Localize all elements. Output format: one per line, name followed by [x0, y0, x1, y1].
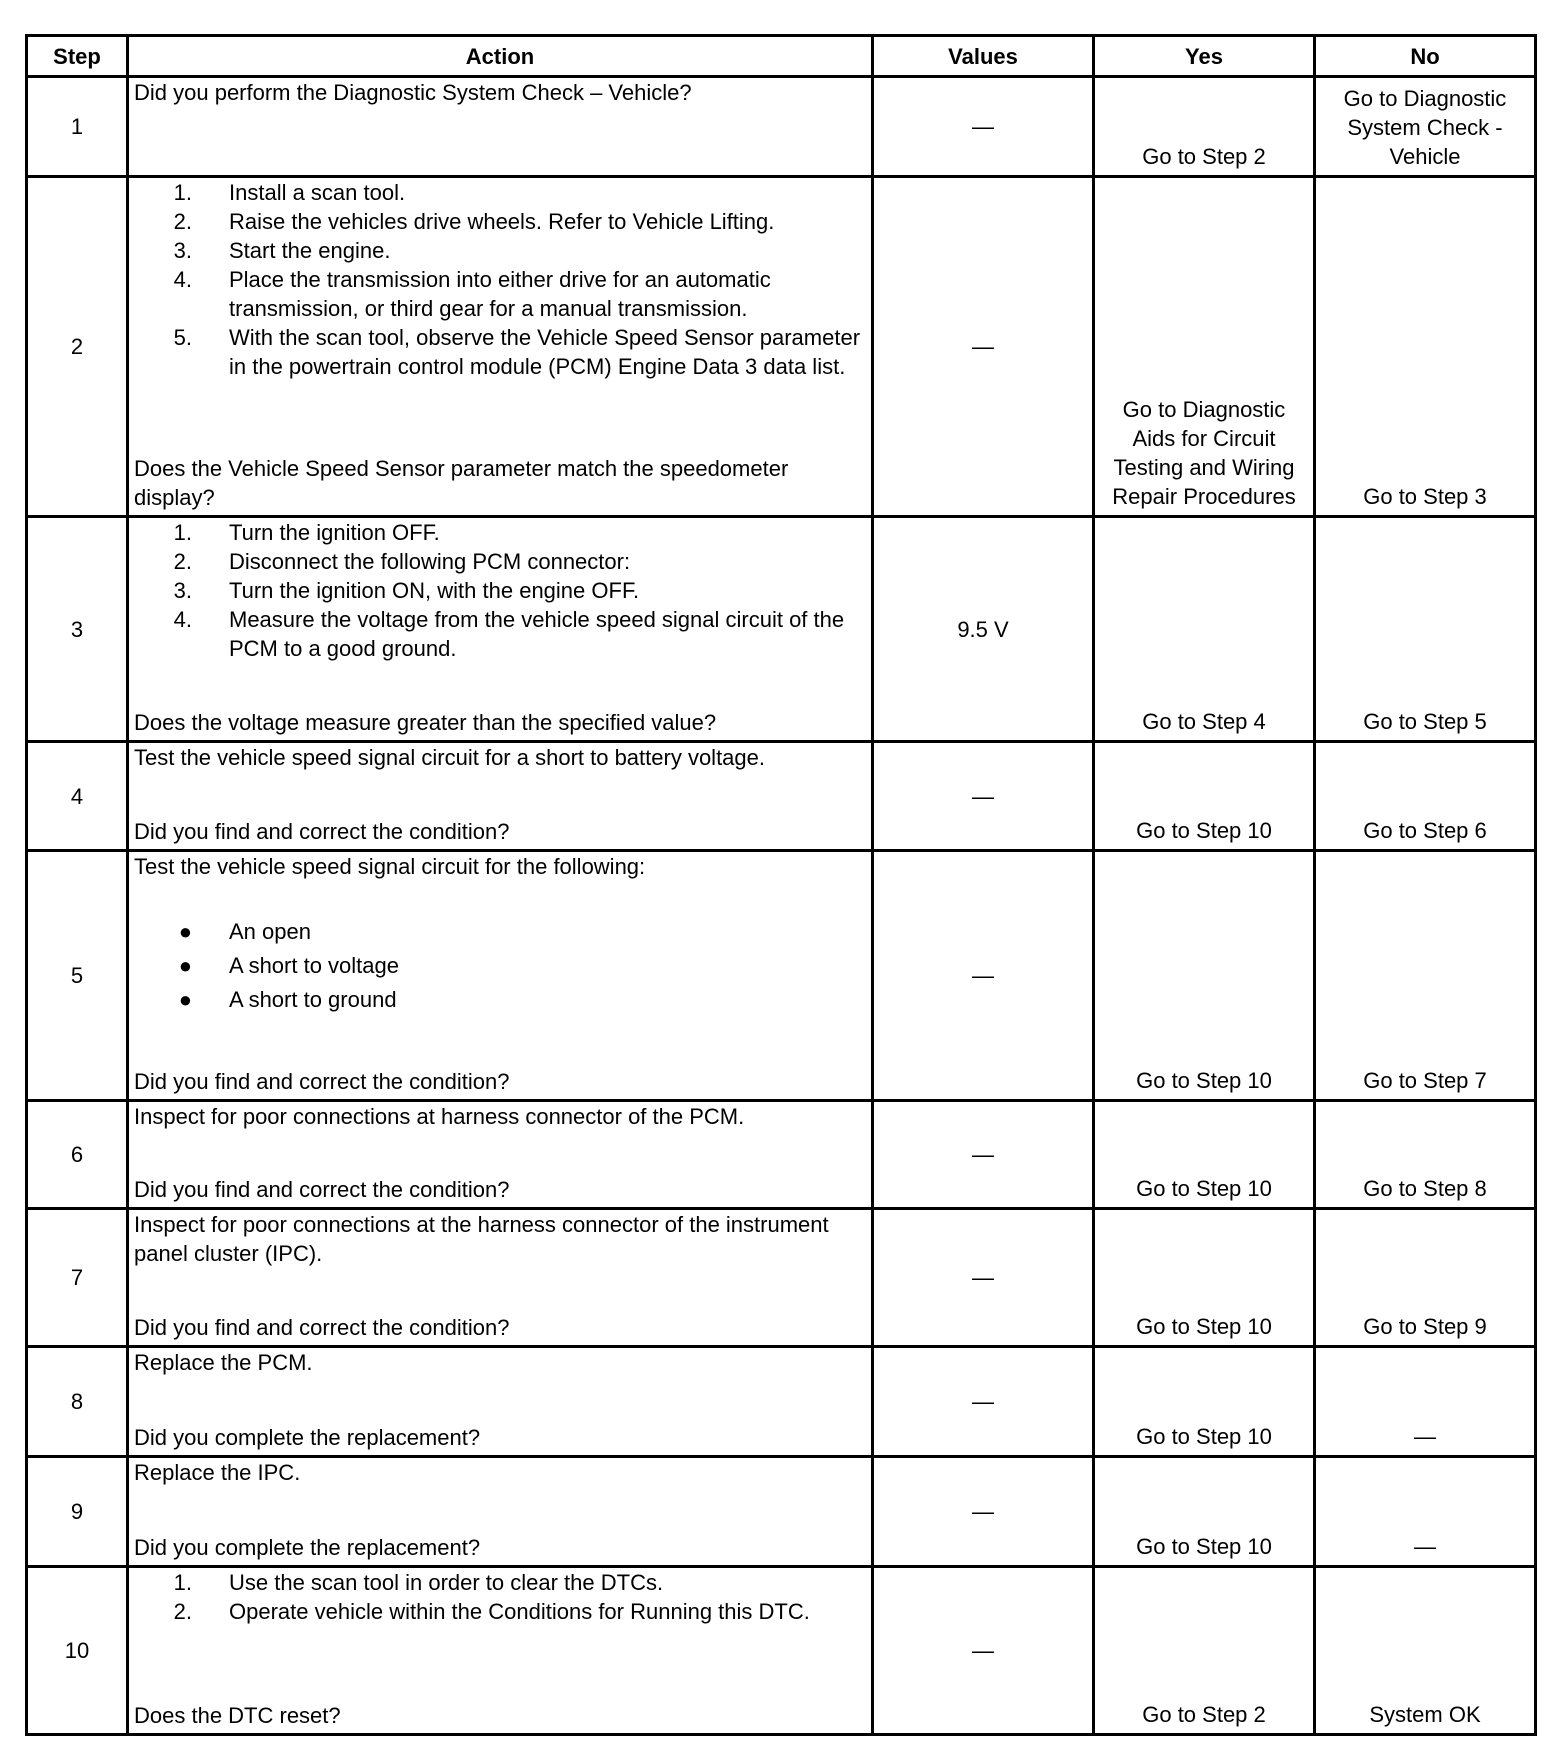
values-cell: — — [873, 851, 1094, 1101]
action-content — [134, 1348, 866, 1452]
action-cell — [128, 1101, 873, 1209]
list-number: 2. — [173, 209, 192, 234]
list-item — [134, 547, 866, 576]
list-text: Place the transmission into either drive for an automatic transmission, or third gear for a manual transmission. — [229, 267, 771, 321]
list-number: 2. — [173, 549, 192, 574]
action-question: Does the DTC reset? — [134, 1703, 341, 1728]
action-intro: Test the vehicle speed signal circuit for the following: — [134, 854, 646, 879]
list-text: Install a scan tool. — [229, 180, 406, 205]
list-item — [134, 1597, 866, 1626]
step-number: 1 — [27, 77, 128, 177]
list-text: Raise the vehicles drive wheels. Refer to Vehicle Lifting. — [229, 209, 775, 234]
no-cell: Go to Step 8 — [1315, 1101, 1536, 1209]
action-steps — [134, 518, 866, 663]
list-item — [134, 1568, 866, 1597]
yes-cell: Go to Step 10 — [1094, 742, 1315, 851]
table-row — [27, 1567, 1536, 1735]
no-cell: Go to Step 5 — [1315, 517, 1536, 742]
list-item — [134, 576, 866, 605]
action-cell — [128, 1209, 873, 1347]
no-cell: Go to Step 6 — [1315, 742, 1536, 851]
values-cell: — — [873, 742, 1094, 851]
list-text: Turn the ignition OFF. — [229, 520, 440, 545]
diagnostic-table — [25, 34, 1537, 1736]
yes-cell: Go to Step 10 — [1094, 851, 1315, 1101]
step-number: 3 — [27, 517, 128, 742]
step-number: 7 — [27, 1209, 128, 1347]
action-intro: Test the vehicle speed signal circuit for a short to battery voltage. — [134, 745, 765, 770]
header-action: Action — [128, 36, 873, 77]
action-content — [134, 1210, 866, 1342]
action-steps — [134, 178, 866, 381]
header-row — [27, 36, 1536, 77]
no-cell: Go to Step 9 — [1315, 1209, 1536, 1347]
action-intro: Did you perform the Diagnostic System Check – Vehicle? — [134, 80, 692, 105]
header-values: Values — [873, 36, 1094, 77]
values-cell: — — [873, 1101, 1094, 1209]
action-question: Does the voltage measure greater than the specified value? — [134, 710, 717, 735]
yes-cell: Go to Step 10 — [1094, 1457, 1315, 1567]
list-item — [134, 178, 866, 207]
list-item — [134, 518, 866, 547]
list-number: 3. — [173, 238, 192, 263]
list-text: A short to voltage — [229, 953, 399, 978]
yes-cell: Go to Step 10 — [1094, 1101, 1315, 1209]
list-item — [134, 207, 866, 236]
list-number: 2. — [173, 1599, 192, 1624]
step-number: 6 — [27, 1101, 128, 1209]
action-cell — [128, 851, 873, 1101]
action-cell — [128, 1347, 873, 1457]
yes-cell: Go to Step 2 — [1094, 1567, 1315, 1735]
table-row — [27, 77, 1536, 177]
table-row — [27, 1101, 1536, 1209]
table-row — [27, 1347, 1536, 1457]
table-row — [27, 742, 1536, 851]
action-intro: Replace the PCM. — [134, 1350, 313, 1375]
values-cell: — — [873, 177, 1094, 517]
action-steps — [134, 1568, 866, 1626]
action-content — [134, 852, 866, 1096]
bullet-icon: ● — [178, 953, 192, 978]
bullet-icon: ● — [178, 919, 192, 944]
step-number: 9 — [27, 1457, 128, 1567]
list-item — [134, 949, 866, 983]
list-text: A short to ground — [229, 987, 397, 1012]
action-content — [134, 518, 866, 737]
yes-cell: Go to Step 10 — [1094, 1209, 1315, 1347]
list-text: With the scan tool, observe the Vehicle Speed Sensor parameter in the powertrain control module (PCM) Engine Data 3 data list. — [229, 325, 861, 379]
header-step: Step — [27, 36, 128, 77]
action-cell — [128, 517, 873, 742]
header-yes: Yes — [1094, 36, 1315, 77]
action-question: Does the Vehicle Speed Sensor parameter match the speedometer display? — [134, 456, 789, 510]
action-content — [134, 743, 866, 846]
list-text: An open — [229, 919, 311, 944]
list-text: Disconnect the following PCM connector: — [229, 549, 631, 574]
list-number: 1. — [173, 180, 192, 205]
no-cell: System OK — [1315, 1567, 1536, 1735]
action-content — [134, 178, 866, 512]
action-cell — [128, 1567, 873, 1735]
action-intro: Inspect for poor connections at the harness connector of the instrument panel cluster (IPC). — [134, 1212, 829, 1266]
bullet-icon: ● — [178, 987, 192, 1012]
values-cell: 9.5 V — [873, 517, 1094, 742]
list-text: Turn the ignition ON, with the engine OFF. — [229, 578, 640, 603]
table-row — [27, 517, 1536, 742]
action-question: Did you find and correct the condition? — [134, 819, 510, 844]
yes-cell: Go to Step 10 — [1094, 1347, 1315, 1457]
list-number: 3. — [173, 578, 192, 603]
list-number: 1. — [173, 520, 192, 545]
action-cell — [128, 77, 873, 177]
list-text: Measure the voltage from the vehicle speed signal circuit of the PCM to a good ground. — [229, 607, 845, 661]
table-row — [27, 851, 1536, 1101]
action-content — [134, 1458, 866, 1562]
list-item — [134, 983, 866, 1017]
yes-cell: Go to Step 2 — [1094, 77, 1315, 177]
yes-cell: Go to Diagnostic Aids for Circuit Testing and Wiring Repair Procedures — [1094, 177, 1315, 517]
action-cell — [128, 1457, 873, 1567]
step-number: 4 — [27, 742, 128, 851]
table-row — [27, 1209, 1536, 1347]
action-content — [134, 1102, 866, 1204]
values-cell: — — [873, 1347, 1094, 1457]
step-number: 10 — [27, 1567, 128, 1735]
values-cell: — — [873, 1209, 1094, 1347]
list-text: Use the scan tool in order to clear the DTCs. — [229, 1570, 664, 1595]
table-row — [27, 1457, 1536, 1567]
yes-cell: Go to Step 4 — [1094, 517, 1315, 742]
list-number: 4. — [173, 607, 192, 632]
action-cell — [128, 177, 873, 517]
list-item — [134, 265, 866, 323]
action-cell — [128, 742, 873, 851]
list-item — [134, 323, 866, 381]
values-cell: — — [873, 77, 1094, 177]
list-text: Start the engine. — [229, 238, 391, 263]
step-number: 8 — [27, 1347, 128, 1457]
values-cell: — — [873, 1457, 1094, 1567]
step-number: 2 — [27, 177, 128, 517]
values-cell: — — [873, 1567, 1094, 1735]
step-number: 5 — [27, 851, 128, 1101]
list-item — [134, 605, 866, 663]
list-item — [134, 915, 866, 949]
action-question: Did you find and correct the condition? — [134, 1177, 510, 1202]
list-number: 1. — [173, 1570, 192, 1595]
action-question: Did you complete the replacement? — [134, 1425, 481, 1450]
action-intro: Inspect for poor connections at harness connector of the PCM. — [134, 1104, 745, 1129]
list-item — [134, 236, 866, 265]
no-cell: — — [1315, 1347, 1536, 1457]
action-intro: Replace the IPC. — [134, 1460, 301, 1485]
table-row — [27, 177, 1536, 517]
list-number: 5. — [173, 325, 192, 350]
action-content — [134, 1568, 866, 1730]
list-number: 4. — [173, 267, 192, 292]
no-cell: — — [1315, 1457, 1536, 1567]
header-no: No — [1315, 36, 1536, 77]
action-question: Did you complete the replacement? — [134, 1535, 481, 1560]
action-bullets — [134, 915, 866, 1017]
action-content — [134, 78, 866, 172]
list-text: Operate vehicle within the Conditions for Running this DTC. — [229, 1599, 810, 1624]
action-question: Did you find and correct the condition? — [134, 1069, 510, 1094]
no-cell: Go to Step 3 — [1315, 177, 1536, 517]
action-question: Did you find and correct the condition? — [134, 1315, 510, 1340]
no-cell: Go to Diagnostic System Check - Vehicle — [1315, 77, 1536, 177]
no-cell: Go to Step 7 — [1315, 851, 1536, 1101]
